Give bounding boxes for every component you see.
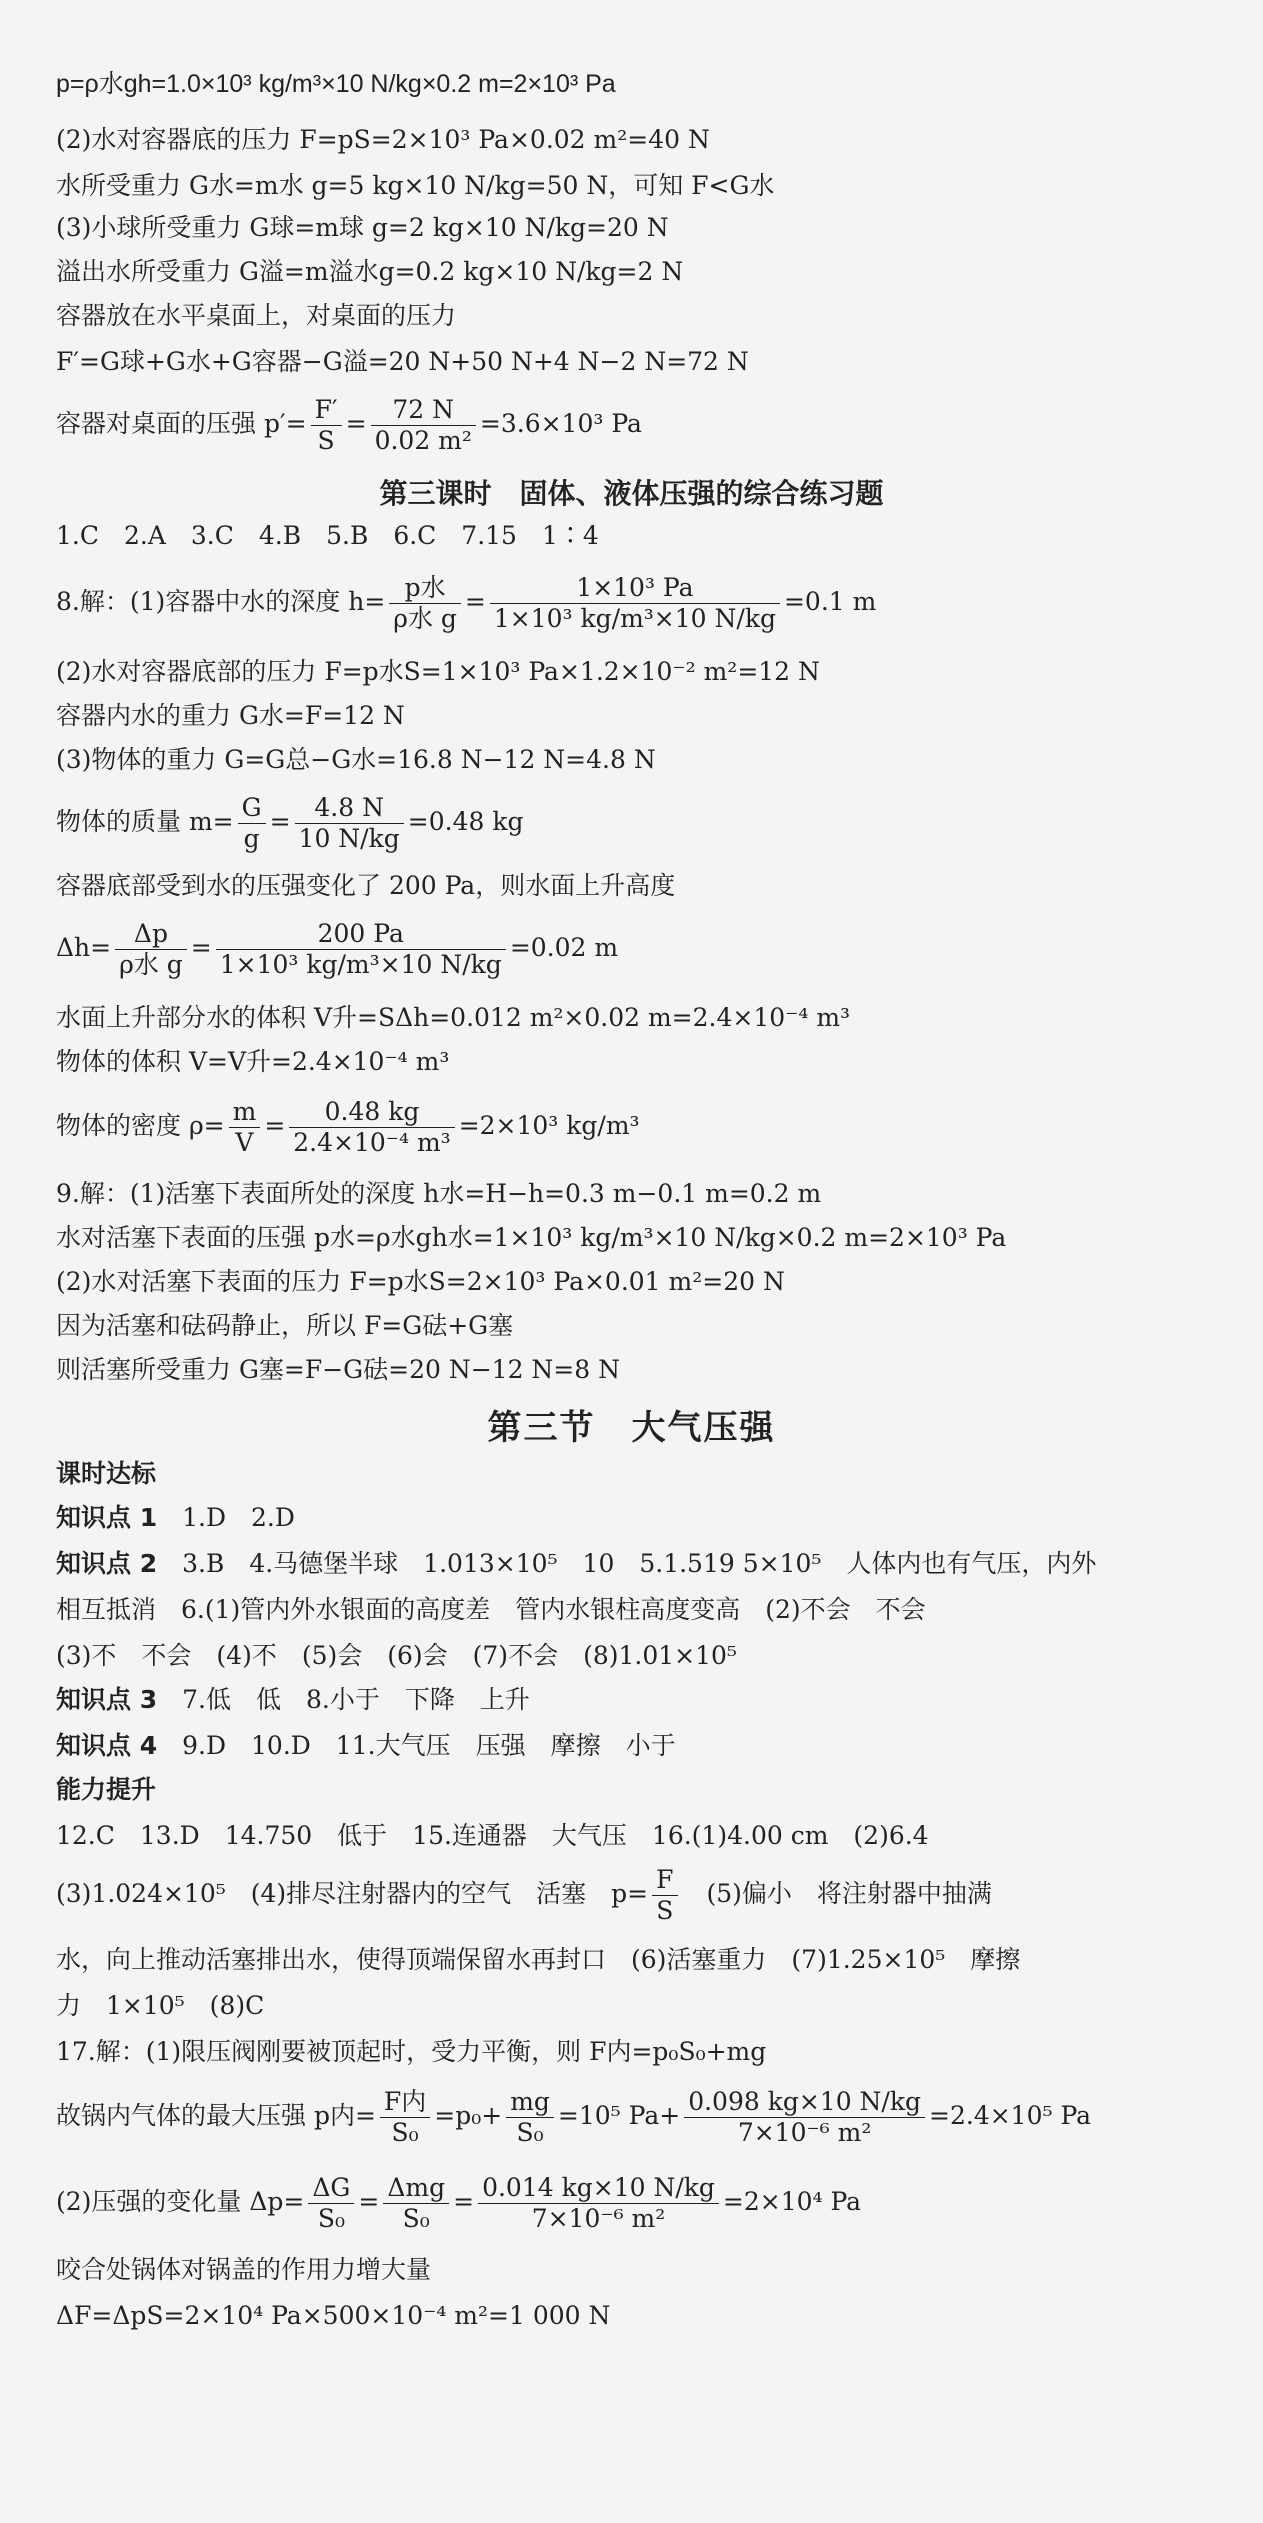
fraction [289,1097,454,1158]
text-line [56,1502,1223,1534]
text-line [56,1548,1223,1580]
text-line: (3)物体的重力 G=G总−G水=16.8 N−12 N=4.8 N [56,745,656,774]
answer-text: 3.B 4.马德堡半球 1.013×10⁵ 10 5.1.519 5×10⁵ 人体内也有气压，内外 [157,1549,1097,1578]
text-line: (2)水对活塞下表面的压力 F=p水S=2×10³ Pa×0.01 m²=20 N [56,1267,785,1296]
formula-text: (2)压强的变化量 Δp= [56,2187,305,2216]
formula-text: =0.1 m [783,587,877,616]
fraction [308,2173,354,2234]
fraction-numerator: 0.098 kg×10 N/kg [684,2087,925,2118]
text-line: 则活塞所受重力 G塞=F−G砝=20 N−12 N=8 N [56,1355,620,1384]
formula-text: = [345,409,367,438]
formula-text: =2×10⁴ Pa [722,2187,862,2216]
fraction-numerator: 200 Pa [216,919,506,950]
text-line: 水所受重力 G水=m水 g=5 kg×10 N/kg=50 N，可知 F<G水 [56,171,775,200]
fraction [229,1097,261,1158]
text-line: (3)不 不会 (4)不 (5)会 (6)会 (7)不会 (8)1.01×10⁵ [56,1641,737,1670]
formula-text: 8.解：(1)容器中水的深度 h= [56,587,386,616]
formula-text: Δh= [56,933,112,962]
text-line: 相互抵消 6.(1)管内外水银面的高度差 管内水银柱高度变高 (2)不会 不会 [56,1595,926,1624]
fraction-denominator: S₀ [516,2118,544,2147]
fraction-denominator: 7×10⁻⁶ m² [737,2118,872,2147]
fraction-numerator: G [238,793,266,824]
text-line: (2)水对容器底部的压力 F=p水S=1×10³ Pa×1.2×10⁻² m²=12 N [56,657,820,686]
text-line: 力 1×10⁵ (8)C [56,1991,265,2020]
formula-line [56,392,1223,456]
formula-line [56,2170,1223,2234]
text-line: 因为活塞和砝码静止，所以 F=G砝+G塞 [56,1311,514,1340]
formula-line [56,1862,1223,1926]
formula-text: (3)1.024×10⁵ (4)排尽注射器内的空气 活塞 p= [56,1879,649,1908]
fraction-denominator: 7×10⁻⁶ m² [531,2204,666,2233]
fraction [383,2173,449,2234]
text-line [56,1730,1223,1762]
text-line: 咬合处锅体对锅盖的作用力增大量 [56,2255,432,2284]
fraction [506,2087,554,2148]
formula-text: 容器对桌面的压强 p′= [56,409,307,438]
formula-line [56,916,1223,980]
formula-line [56,2084,1223,2148]
text-line: 容器放在水平桌面上，对桌面的压力 [56,301,457,330]
fraction [478,2173,719,2234]
fraction-denominator: 1×10³ kg/m³×10 N/kg [493,604,776,633]
formula-text: (5)偏小 将注射器中抽满 [681,1879,992,1908]
answer-text: 9.D 10.D 11.大气压 压强 摩擦 小于 [157,1731,676,1760]
fraction-denominator: ρ水 g [119,950,183,979]
text-line: 水，向上推动活塞排出水，使得顶端保留水再封口 (6)活塞重力 (7)1.25×10⁵ 摩擦 [56,1945,1021,1974]
fraction [389,573,461,634]
subsection-label: 课时达标 [56,1459,157,1488]
fraction-denominator: ρ水 g [393,604,457,633]
formula-text: 物体的质量 m= [56,807,234,836]
text-line: 17.解：(1)限压阀刚要被顶起时，受力平衡，则 F内=p₀S₀+mg [56,2037,767,2066]
text-line: ΔF=ΔpS=2×10⁴ Pa×500×10⁻⁴ m²=1 000 N [56,2301,611,2330]
fraction-denominator: 1×10³ kg/m³×10 N/kg [219,950,502,979]
fraction-numerator: ΔG [308,2173,354,2204]
fraction-numerator: m [229,1097,261,1128]
fraction-numerator: p水 [389,573,461,604]
formula-text: =2×10³ kg/m³ [458,1111,640,1140]
knowledge-point-label: 知识点 2 [56,1549,158,1578]
text-line: 9.解：(1)活塞下表面所处的深度 h水=H−h=0.3 m−0.1 m=0.2 m [56,1179,822,1208]
fraction-numerator: 4.8 N [295,793,404,824]
fraction [684,2087,925,2148]
fraction [490,573,780,634]
text-line: 容器底部受到水的压强变化了 200 Pa，则水面上升高度 [56,871,676,900]
formula-text: = [453,2187,475,2216]
lesson-heading: 第三课时 固体、液体压强的综合练习题 [379,477,884,510]
fraction [380,2087,430,2148]
fraction-numerator: F [652,1865,677,1896]
section-heading: 第三节 大气压强 [487,1408,776,1448]
text-line: (3)小球所受重力 G球=m球 g=2 kg×10 N/kg=20 N [56,213,669,242]
text-line: (2)水对容器底的压力 F=pS=2×10³ Pa×0.02 m²=40 N [56,125,710,154]
fraction-numerator: 72 N [371,395,476,426]
answer-text: 7.低 低 8.小于 下降 上升 [157,1685,530,1714]
answer-text: 1.D 2.D [157,1503,295,1532]
fraction-numerator: Δmg [383,2173,449,2204]
formula-text: =2.4×10⁵ Pa [929,2101,1092,2130]
knowledge-point-label: 知识点 3 [56,1685,158,1714]
fraction-denominator: 10 N/kg [298,824,400,853]
fraction-denominator: g [243,824,260,853]
formula-text: 故锅内气体的最大压强 p内= [56,2101,376,2130]
formula-line [56,790,1223,854]
text-line: 水对活塞下表面的压强 p水=ρ水gh水=1×10³ kg/m³×10 N/kg×0.2 m=2×10³ Pa [56,1223,1007,1252]
text-line: 溢出水所受重力 G溢=m溢水g=0.2 kg×10 N/kg=2 N [56,257,684,286]
fraction-denominator: S₀ [402,2204,430,2233]
formula-text: 物体的密度 ρ= [56,1111,225,1140]
fraction-denominator: S [656,1896,674,1925]
fraction-numerator: 1×10³ Pa [490,573,780,604]
text-line: 1.C 2.A 3.C 4.B 5.B 6.C 7.15 1∶4 [56,521,599,550]
fraction-numerator: F内 [380,2087,430,2118]
formula-text: =10⁵ Pa+ [557,2101,681,2130]
text-line: 12.C 13.D 14.750 低于 15.连通器 大气压 16.(1)4.00 cm (2)6.4 [56,1821,929,1850]
formula-text: =0.48 kg [407,807,524,836]
formula-text: =0.02 m [509,933,619,962]
formula-text: =p₀+ [434,2101,503,2130]
formula-text: = [358,2187,380,2216]
formula-text: = [190,933,212,962]
fraction-numerator: mg [506,2087,554,2118]
fraction-denominator: 2.4×10⁻⁴ m³ [293,1128,451,1157]
formula-text: = [264,1111,286,1140]
fraction-denominator: S [317,426,335,455]
text-line: F′=G球+G水+G容器−G溢=20 N+50 N+4 N−2 N=72 N [56,347,749,376]
formula-line [56,1094,1223,1158]
fraction [216,919,506,980]
fraction-numerator: Δp [115,919,187,950]
text-line [56,1684,1223,1716]
formula-text: =3.6×10³ Pa [479,409,642,438]
fraction-denominator: 0.02 m² [374,426,472,455]
knowledge-point-label: 知识点 1 [56,1503,158,1532]
fraction-numerator: 0.014 kg×10 N/kg [478,2173,719,2204]
text-line: 物体的体积 V=V升=2.4×10⁻⁴ m³ [56,1047,450,1076]
formula-line [56,570,1223,634]
fraction [371,395,476,456]
fraction [115,919,187,980]
subsection-label: 能力提升 [56,1775,157,1804]
fraction [311,395,342,456]
formula-text: = [464,587,486,616]
fraction-denominator: S₀ [391,2118,419,2147]
formula-text: = [269,807,291,836]
fraction-numerator: 0.48 kg [289,1097,454,1128]
fraction [652,1865,677,1926]
fraction-numerator: F′ [311,395,342,426]
fraction [295,793,404,854]
fraction [238,793,266,854]
fraction-denominator: V [235,1128,254,1157]
text-line: 容器内水的重力 G水=F=12 N [56,701,405,730]
fraction-denominator: S₀ [317,2204,345,2233]
knowledge-point-label: 知识点 4 [56,1731,158,1760]
text-line: p=ρ水gh=1.0×10³ kg/m³×10 N/kg×0.2 m=2×10³ Pa [56,70,616,98]
text-line: 水面上升部分水的体积 V升=SΔh=0.012 m²×0.02 m=2.4×10⁻⁴ m³ [56,1003,851,1032]
